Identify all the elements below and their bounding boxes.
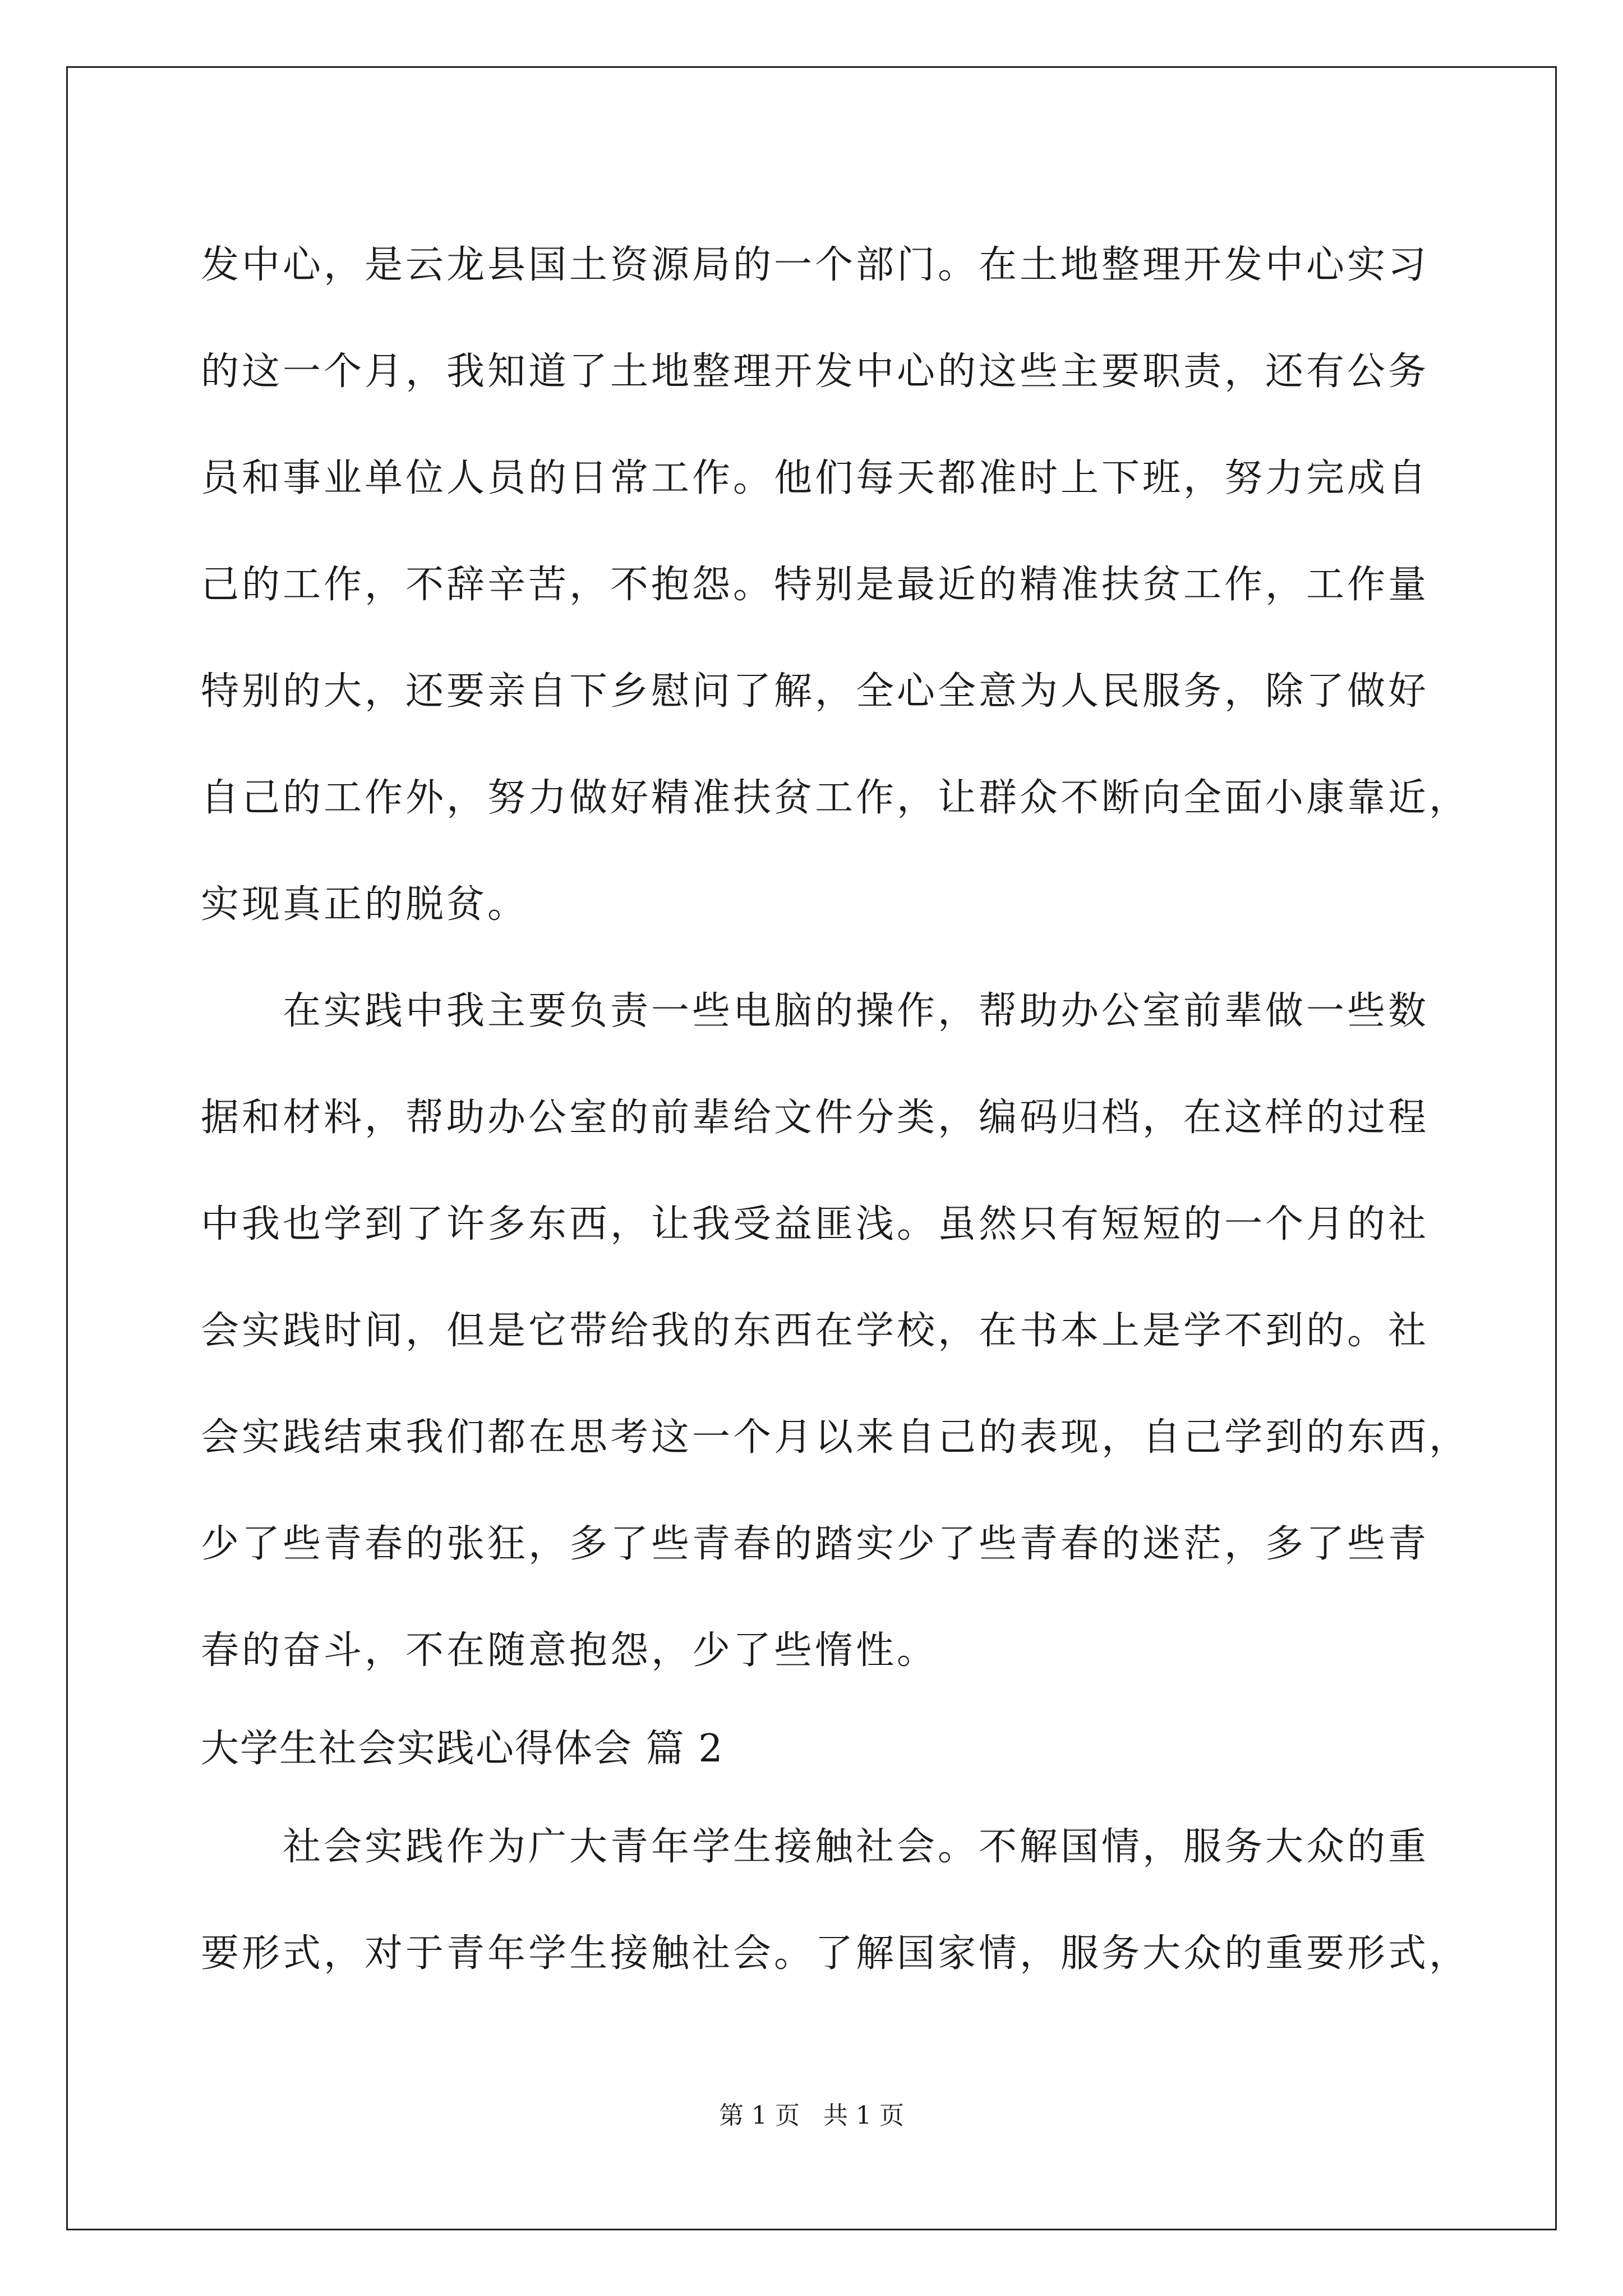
text-line: 己的工作，不辞辛苦，不抱怨。特别是最近的精准扶贫工作，工作量: [201, 563, 1430, 607]
text-line: 特别的大，还要亲自下乡慰问了解，全心全意为人民服务，除了做好: [201, 669, 1430, 714]
page-footer: 第 1 页 共 1 页: [719, 2101, 904, 2130]
paragraph-2: [201, 958, 1470, 1704]
text-line: 在实践中我主要负责一些电脑的操作，帮助办公室前辈做一些数: [283, 989, 1430, 1033]
text-line: 据和材料，帮助办公室的前辈给文件分类，编码归档，在这样的过程: [201, 1096, 1430, 1140]
text-line: 中我也学到了许多东西，让我受益匪浅。虽然只有短短的一个月的社: [201, 1202, 1430, 1246]
text-line: 少了些青春的张狂，多了些青春的踏实少了些青春的迷茫，多了些青: [201, 1522, 1430, 1566]
text-line: 社会实践作为广大青年学生接触社会。不解国情，服务大众的重: [283, 1825, 1430, 1869]
text-line: 员和事业单位人员的日常工作。他们每天都准时上下班，努力完成自: [201, 456, 1430, 500]
document-body: [201, 212, 1470, 2007]
text-line: 会实践时间，但是它带给我的东西在学校，在书本上是学不到的。社: [201, 1309, 1430, 1353]
text-line: 会实践结束我们都在思考这一个月以来自己的表现，自己学到的东西，: [201, 1415, 1470, 1460]
text-line: 自己的工作外，努力做好精准扶贫工作，让群众不断向全面小康靠近，: [201, 776, 1470, 820]
section-heading: 大学生社会实践心得体会 篇 2: [201, 1727, 724, 1771]
paragraph-3: [201, 1794, 1470, 2007]
text-line: 要形式，对于青年学生接触社会。了解国家情，服务大众的重要形式，: [201, 1931, 1470, 1976]
text-line: 春的奋斗，不在随意抱怨，少了些惰性。: [201, 1628, 938, 1673]
text-line: 实现真正的脱贫。: [201, 882, 529, 927]
text-line: 的这一个月，我知道了土地整理开发中心的这些主要职责，还有公务: [201, 349, 1430, 394]
paragraph-1: [201, 212, 1470, 958]
text-line: 发中心，是云龙县国土资源局的一个部门。在土地整理开发中心实习: [201, 243, 1430, 287]
